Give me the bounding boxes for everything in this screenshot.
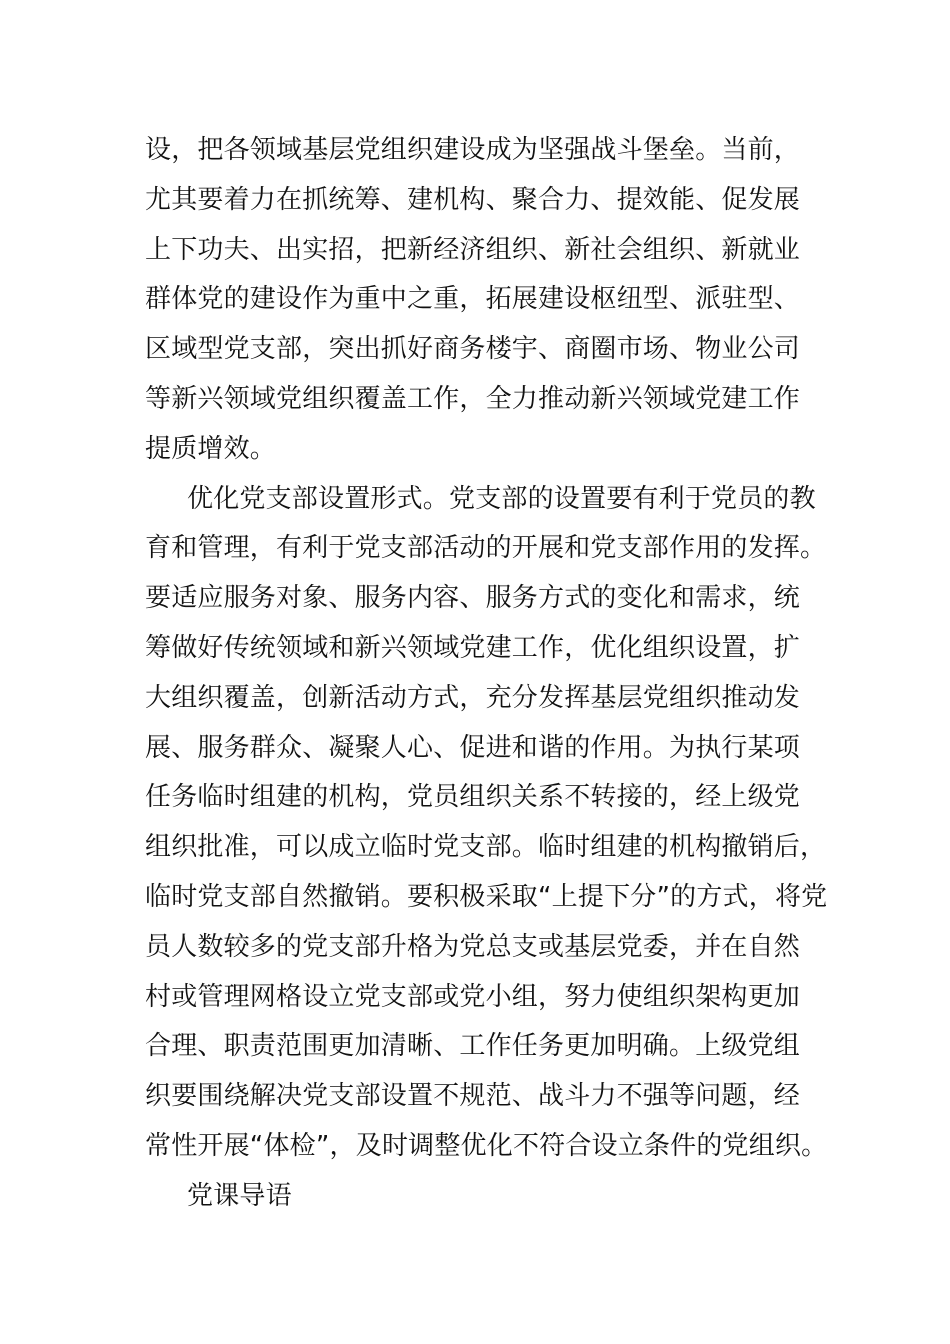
text-line: 合理、职责范围更加清晰、工作任务更加明确。上级党组 <box>145 1031 801 1062</box>
document-body <box>145 126 828 1222</box>
text-line: 区域型党支部，突出抓好商务楼宇、商圈市场、物业公司 <box>145 334 801 365</box>
text-line: 任务临时组建的机构，党员组织关系不转接的，经上级党 <box>145 782 801 813</box>
text-line: 大组织覆盖，创新活动方式，充分发挥基层党组织推动发 <box>145 682 801 713</box>
text-line: 尤其要着力在抓统筹、建机构、聚合力、提效能、促发展 <box>145 184 801 215</box>
text-line: 组织批准，可以成立临时党支部。临时组建的机构撤销后， <box>145 832 827 863</box>
text-line: 设，把各领域基层党组织建设成为坚强战斗堡垒。当前， <box>145 135 801 165</box>
text-line: 织要围绕解决党支部设置不规范、战斗力不强等问题，经 <box>145 1081 801 1112</box>
text-line: 上下功夫、出实招，把新经济组织、新社会组织、新就业 <box>145 234 801 265</box>
text-line: 筹做好传统领域和新兴领域党建工作，优化组织设置，扩 <box>145 632 801 663</box>
text-line: 群体党的建设作为重中之重，拓展建设枢纽型、派驻型、 <box>145 284 801 315</box>
section-heading: 党课导语 <box>187 1180 292 1211</box>
text-line: 要适应服务对象、服务内容、服务方式的变化和需求，统 <box>145 583 801 614</box>
text-line: 常性开展“体检”，及时调整优化不符合设立条件的党组织。 <box>145 1130 828 1161</box>
text-line: 员人数较多的党支部升格为党总支或基层党委，并在自然 <box>145 931 801 962</box>
text-line: 村或管理网格设立党支部或党小组，努力使组织架构更加 <box>145 981 801 1012</box>
paragraph-start-line: 优化党支部设置形式。党支部的设置要有利于党员的教 <box>187 483 816 514</box>
text-line: 展、服务群众、凝聚人心、促进和谐的作用。为执行某项 <box>145 732 801 763</box>
text-line: 临时党支部自然撤销。要积极采取“上提下分”的方式，将党 <box>145 881 828 912</box>
text-line: 育和管理，有利于党支部活动的开展和党支部作用的发挥。 <box>145 533 827 564</box>
text-line: 提质增效。 <box>145 433 277 464</box>
text-line: 等新兴领域党组织覆盖工作，全力推动新兴领域党建工作 <box>145 383 801 414</box>
